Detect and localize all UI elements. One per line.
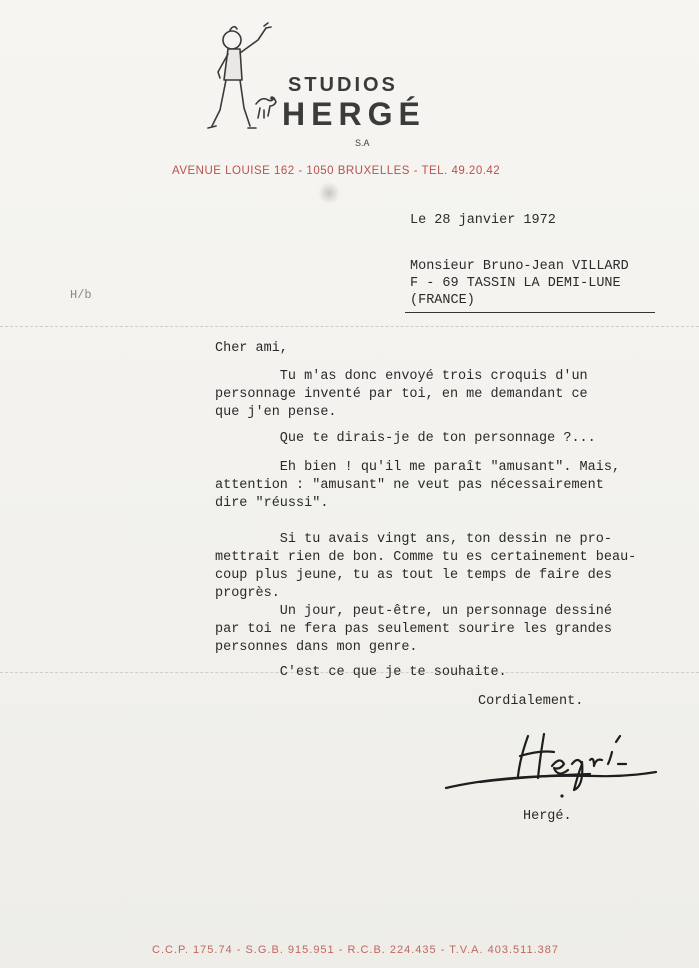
letterhead-address: AVENUE LOUISE 162 - 1050 BRUXELLES - TEL. 49.20.42 xyxy=(172,165,501,177)
fold-line xyxy=(0,326,699,327)
paragraph: Eh bien ! qu'il me paraît "amusant". Mais, attention : "amusant" ne veut pas nécessairement dire "réussi". xyxy=(215,460,621,511)
paragraph: C'est ce que je te souhaite. xyxy=(215,665,507,680)
handwritten-signature xyxy=(440,722,670,802)
greeting: Cher ami, xyxy=(215,341,288,356)
logo-sa-text: S.A xyxy=(355,138,370,148)
closing: Cordialement. xyxy=(478,694,584,709)
letterhead-footer: C.C.P. 175.74 - S.G.B. 915.951 - R.C.B. 224.435 - T.V.A. 403.511.387 xyxy=(152,944,559,956)
tintin-snowy-logo-icon xyxy=(200,18,280,148)
logo-studios-text: STUDIOS xyxy=(288,74,398,96)
letter-date: Le 28 janvier 1972 xyxy=(410,213,556,228)
paragraph: Tu m'as donc envoyé trois croquis d'un personnage inventé par toi, en me demandant ce que j'en pense. xyxy=(215,369,588,420)
recipient-line-2: F - 69 TASSIN LA DEMI-LUNE xyxy=(410,276,621,291)
recipient-line-1: Monsieur Bruno-Jean VILLARD xyxy=(410,259,629,274)
recipient-underline xyxy=(405,312,655,313)
paragraph: Que te dirais-je de ton personnage ?... xyxy=(215,431,596,446)
reference-initials: H/b xyxy=(70,288,92,302)
ink-smudge xyxy=(318,182,340,204)
paragraph: Un jour, peut-être, un personnage dessiné par toi ne fera pas seulement sourire les grandes personnes dans mon genre. xyxy=(215,604,612,655)
recipient-address xyxy=(410,258,629,309)
signer-name: Hergé. xyxy=(523,809,572,824)
recipient-line-3: (FRANCE) xyxy=(410,293,475,308)
logo-herge-text: HERGÉ xyxy=(282,96,426,132)
paragraph: Si tu avais vingt ans, ton dessin ne pro- mettrait rien de bon. Comme tu es certainement beau- coup plus jeune, tu as tout le temps de faire des progrès. xyxy=(215,532,637,601)
